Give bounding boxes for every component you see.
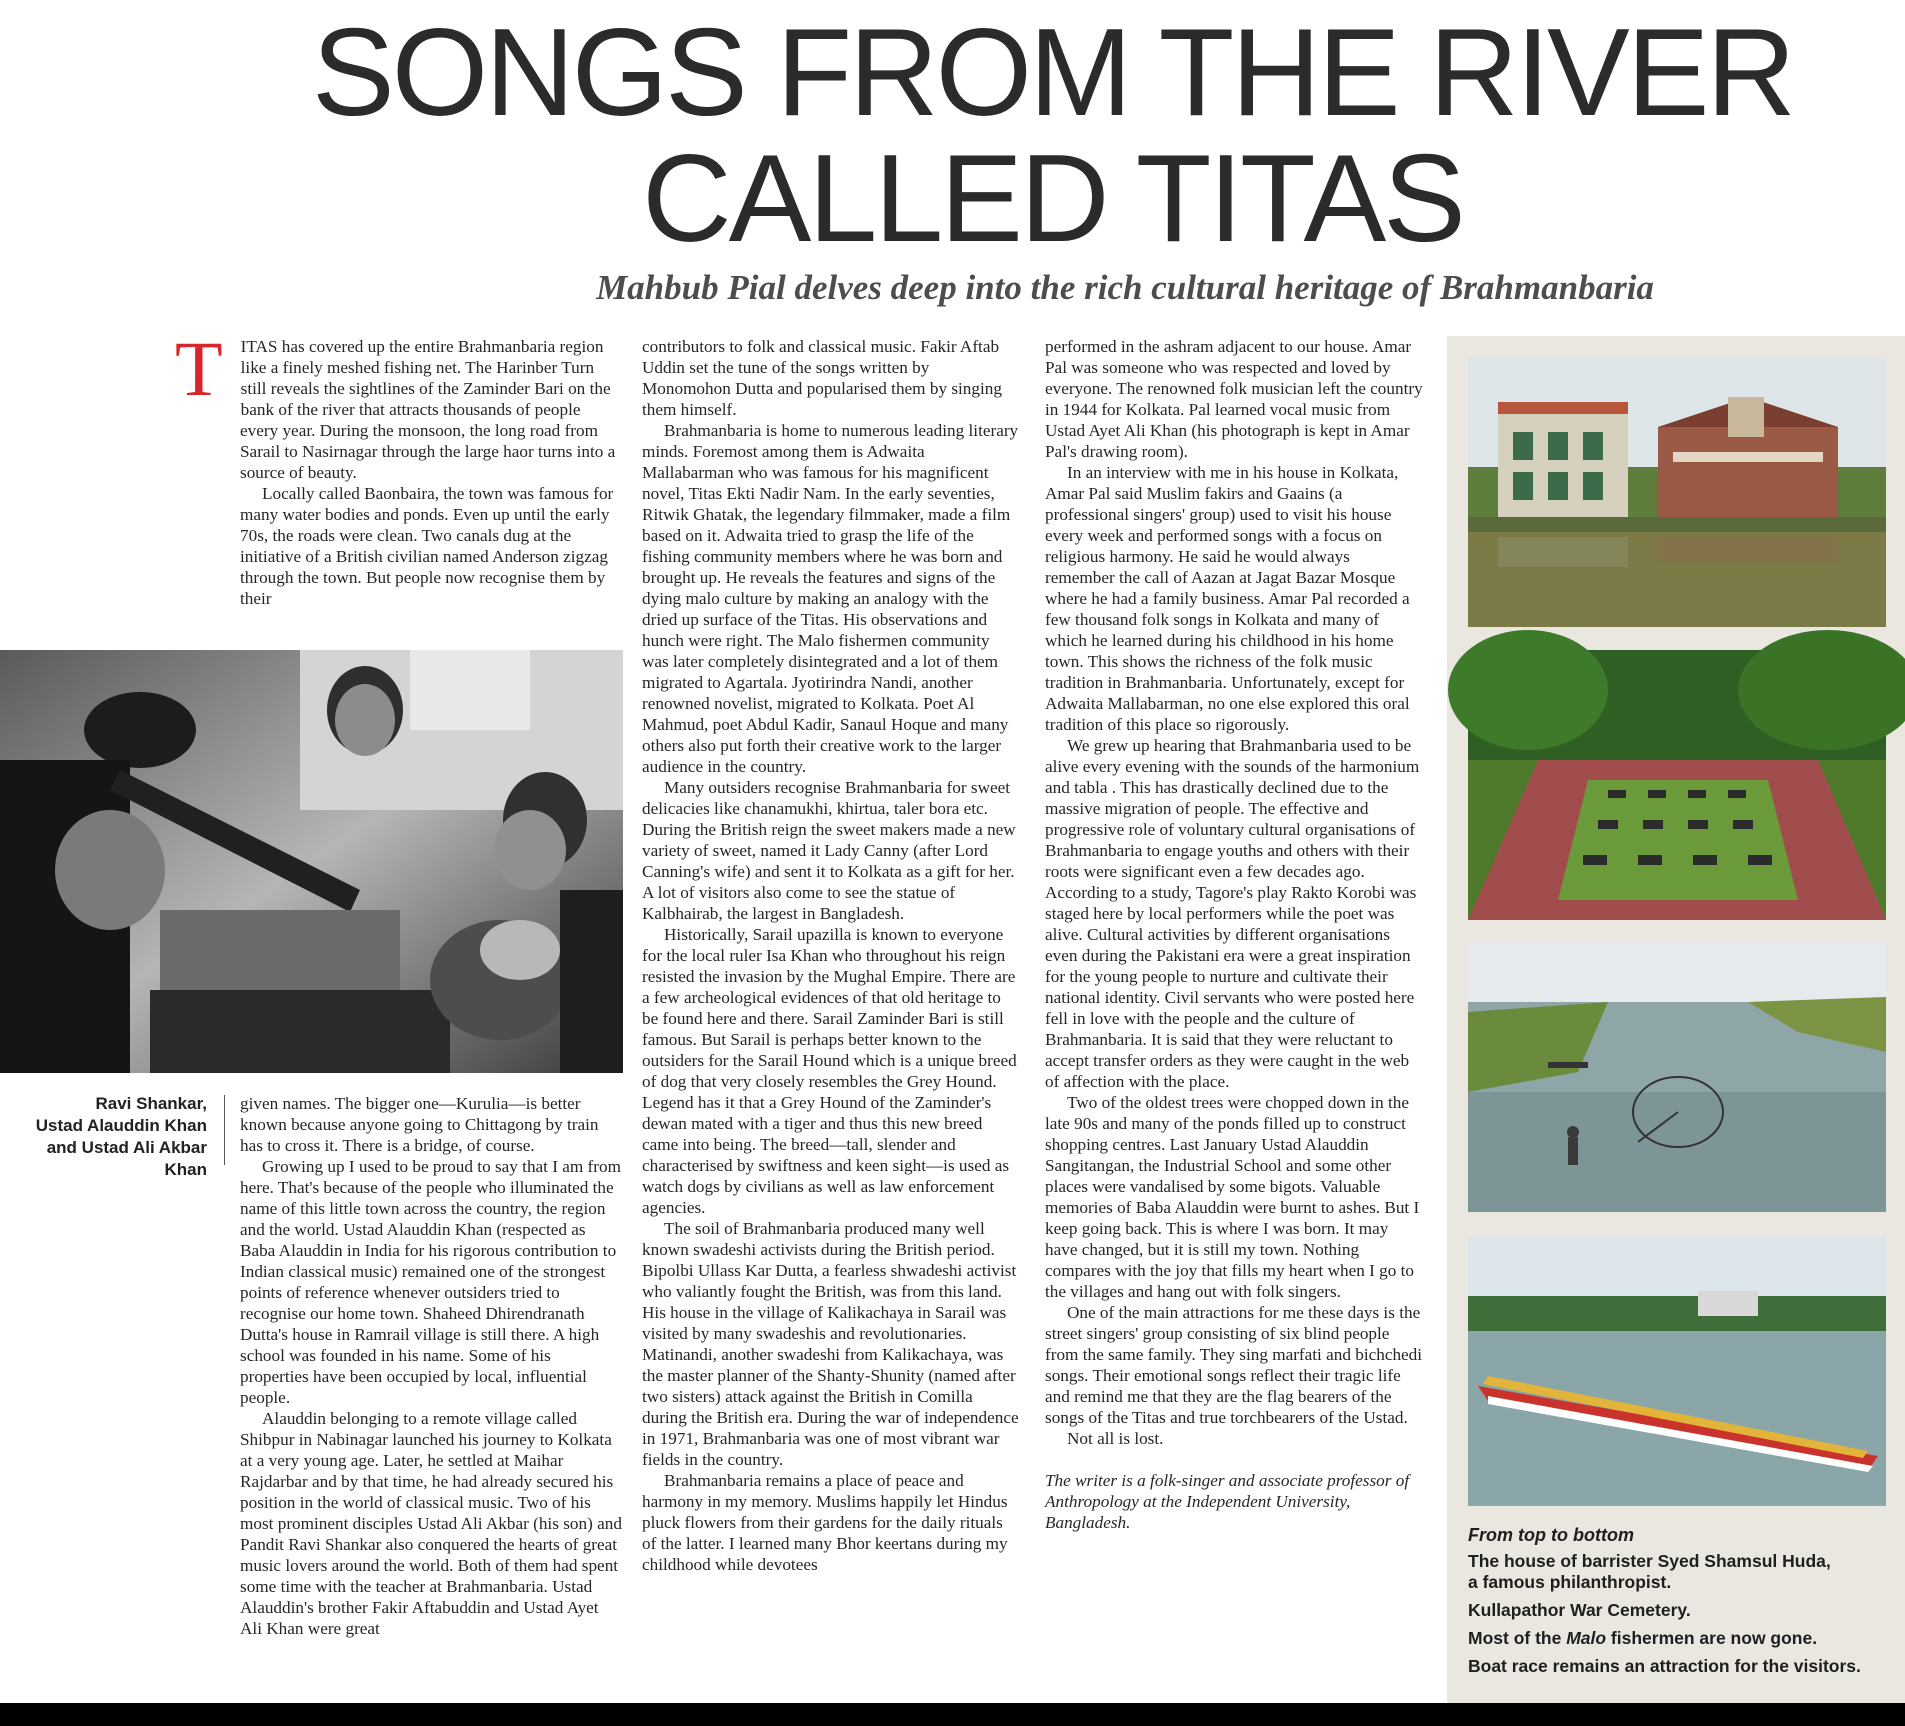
headline-line-1: SONGS FROM THE RIVER bbox=[312, 4, 1793, 142]
paragraph: Not all is lost. bbox=[1067, 1429, 1164, 1448]
sidebar-caption-italic: Malo bbox=[1566, 1628, 1607, 1648]
paragraph: Historically, Sarail upazilla is known to everyone for the local ruler Isa Khan who throughout his reign resisted the invasion by the Mughal Empire. There are a few archeological evidences of that old heritage to be found here and there. Sarail Zaminder Bari is still famous. But Sarail is perhaps better known to the outsiders for the Sarail Hound which is a unique breed of dog that very closely resembles the Grey Hound. Legend has it that a Grey Hound of the Zaminder's dewan mated with a tiger and thus this new breed came into being. The breed—tall, slender and characterised by swiftness and keen sight—is used as watch dogs by civilians as well as law enforcement agencies. bbox=[642, 925, 1017, 1217]
column-3 bbox=[1045, 336, 1423, 1703]
paragraph-text: ITAS has covered up the entire Brahmanbaria region like a finely meshed fishing net. The Harinber Turn still reveals the sightlines of the Zaminder Bari on the bank of the river that attracts thousands of people every year. During the monsoon, the long road from Sarail to Nasirnagar through the large haor turns into a source of beauty. bbox=[240, 337, 616, 482]
deck-subtitle: Mahbub Pial delves deep into the rich cultural heritage of Brahmanbaria bbox=[596, 268, 1654, 307]
photo-sidebar bbox=[1447, 336, 1905, 1703]
paragraph: In an interview with me in his house in Kolkata, Amar Pal said Muslim fakirs and Gaains (a professional singers' group) used to visit his house every week and performed songs with a focus on religious harmony. He said he would always remember the call of Aazan at Jagat Bazar Mosque where he had a family business. Amar Pal recorded a few thousand folk songs in Kolkata and many of which he learned during his childhood in his home town. This shows the richness of the folk music tradition in Brahmanbaria. Unfortunately, except for Adwaita Mallabarman, no one else explored this oral tradition of this place so rigorously. bbox=[1045, 463, 1410, 734]
writer-note: The writer is a folk-singer and associate professor of Anthropology at the Independent University, Bangladesh. bbox=[1045, 1471, 1410, 1532]
paragraph: contributors to folk and classical music. Fakir Aftab Uddin set the tune of the songs written by Monomohon Dutta and popularised them by singing them himself. bbox=[642, 337, 1002, 419]
photo-musicians bbox=[0, 650, 623, 1073]
sidebar-caption-boat-race: Boat race remains an attraction for the visitors. bbox=[1468, 1656, 1861, 1676]
sidebar-captions bbox=[1468, 1523, 1888, 1684]
photo-musicians-image bbox=[0, 650, 623, 1073]
paragraph bbox=[175, 325, 618, 483]
paragraph: performed in the ashram adjacent to our house. Amar Pal was someone who was respected and loved by everyone. The renowned folk musician left the country in 1944 for Kolkata. Pal learned vocal music from Ustad Ayet Ali Khan (his photograph is kept in Amar Pal's drawing room). bbox=[1045, 337, 1423, 461]
paragraph: Alauddin belonging to a remote village called Shibpur in Nabinagar launched his journey to Kolkata at a very young age. Later, he settled at Maihar Rajdarbar and by that time, he had already secured his position in the world of classical music. Two of his most prominent disciples Ustad Ali Akbar (his son) and Pandit Ravi Shankar also conquered the hearts of great music lovers around the world. Both of them had spent some time with the teacher at Brahmanbaria. Ustad Alauddin's brother Fakir Aftabuddin and Ustad Ayet Ali Khan were great bbox=[240, 1409, 622, 1638]
headline-line-2: CALLED TITAS bbox=[642, 130, 1463, 268]
paragraph: Two of the oldest trees were chopped down in the late 90s and many of the ponds filled up to construct shopping centres. Last January Ustad Alauddin Sangitangan, the Industrial School and some other places were vandalised by some bigots. Valuable memories of Baba Alauddin were burnt to ashes. But I keep going back. This is where I was born. It may have changed, but it is still my town. Nothing compares with the joy that fills my heart when I go to the villages and hang out with folk singers. bbox=[1045, 1093, 1420, 1301]
paragraph: Brahmanbaria remains a place of peace and harmony in my memory. Muslims happily let Hindus pluck flowers from their gardens for the daily rituals of the latter. I learned many Bhor keertans during my childhood while devotees bbox=[642, 1471, 1008, 1574]
photo-fishermen bbox=[1468, 942, 1886, 1212]
bottom-black-bar bbox=[0, 1703, 1905, 1726]
sidebar-caption-house bbox=[1468, 1551, 1888, 1593]
caption-divider bbox=[224, 1095, 225, 1165]
column-1-upper bbox=[175, 325, 618, 632]
paragraph: Brahmanbaria is home to numerous leading literary minds. Foremost among them is Adwaita Mallabarman who was famous for his magnificent novel, Titas Ekti Nadir Nam. In the early seventies, Ritwik Ghatak, the legendary filmmaker, made a film based on it. Adwaita tried to grasp the life of the fishing community members where he was born and brought up. He reveals the features and signs of the dying malo culture by making an analogy with the dried up surface of the Titas. His observations and hunch were right. The Malo fishermen community was later completely disintegrated and a lot of them migrated to Agartala. Jyotirindra Nandi, another renowned novelist, migrated to Kolkata. Poet Al Mahmud, poet Abdul Kadir, Sanaul Hoque and many others also put forth their creative work to the larger audience in the country. bbox=[642, 421, 1019, 776]
column-2 bbox=[642, 336, 1020, 1703]
paragraph: One of the main attractions for me these days is the street singers' group consisting of six blind people from the same family. They sing marfati and bichchedi songs. Their emotional songs reflect their tragic life and remind me that they are the flag bearers of the songs of the Titas and true torchbearers of the Ustad. bbox=[1045, 1303, 1423, 1427]
photo-caption-line: Ravi Shankar, bbox=[95, 1094, 207, 1113]
photo-war-cemetery-image bbox=[1468, 650, 1886, 920]
photo-caption-line: Ustad Alauddin Khan bbox=[35, 1116, 207, 1135]
photo-caption bbox=[0, 1093, 207, 1181]
photo-boat-race bbox=[1468, 1236, 1886, 1506]
photo-boat-race-image bbox=[1468, 1236, 1886, 1506]
drop-cap: T bbox=[175, 325, 223, 412]
paragraph: Locally called Baonbaira, the town was famous for many water bodies and ponds. Even up until the early 70s, the roads were clean. Two canals dug at the initiative of a British civilian named Anderson zigzag through the town. But people now recognise them by their bbox=[240, 484, 614, 608]
sidebar-caption-text: fishermen are now gone. bbox=[1606, 1628, 1818, 1648]
sidebar-caption-cemetery: Kullapathor War Cemetery. bbox=[1468, 1600, 1691, 1620]
sidebar-caption-text: Most of the bbox=[1468, 1628, 1567, 1648]
spacer bbox=[1045, 1449, 1423, 1470]
paragraph: Growing up I used to be proud to say that I am from here. That's because of the people who illuminated the name of this little town across the country, the region and the world. Ustad Alauddin Khan (respected as Baba Alauddin in India for his rigorous contribution to Indian classical music) remained one of the strongest points of reference whenever outsiders tried to recognise our home town. Shaheed Dhirendranath Dutta's house in Ramrail village is still there. A high school was founded in his name. Some of his properties have been occupied by local, influential people. bbox=[240, 1157, 621, 1407]
sidebar-caption-text: a famous philanthropist. bbox=[1468, 1572, 1672, 1592]
paragraph: given names. The bigger one—Kurulia—is better known because anyone going to Chittagong by train has to cross it. There is a bridge, of course. bbox=[240, 1094, 599, 1155]
photo-war-cemetery bbox=[1468, 650, 1886, 920]
photo-fishermen-image bbox=[1468, 942, 1886, 1212]
paragraph: Many outsiders recognise Brahmanbaria for sweet delicacies like chanamukhi, khirtua, taler bora etc. During the British reign the sweet makers made a new variety of sweet, named it Lady Canny (after Lord Canning's wife) and sent it to Kolkata as a gift for her. A lot of visitors also come to see the statue of Kalbhairab, the largest in Bangladesh. bbox=[642, 778, 1016, 923]
sidebar-caption-fishermen bbox=[1468, 1628, 1888, 1649]
paragraph: We grew up hearing that Brahmanbaria used to be alive every evening with the sounds of the harmonium and tabla . This has drastically declined due to the massive migration of people. The effective and progressive role of voluntary cultural organisations of Brahmanbaria to engage youths and others with their roots were significant even a few decades ago. According to a study, Tagore's play Rakto Korobi was staged here by local performers while the poet was alive. Cultural activities by different organisations even during the Pakistani era were a great inspiration for the young people to nurture and cultivate their national identity. Civil servants who were posted here fell in love with the people and the culture of Brahmanbaria. It is said that they were reluctant to accept transfer orders as they were caught in the web of affection with the place. bbox=[1045, 736, 1420, 1091]
paragraph: The soil of Brahmanbaria produced many well known swadeshi activists during the British period. Bipolbi Ullass Kar Dutta, a fearless shwadeshi activist who valiantly fought the British, was from this land. His house in the village of Kalikachaya in Sarail was visited by many swadeshis and revolutionaries. Matinandi, another swadeshi from Kalikachaya, was the master planner of the Shanty-Shunity (named after two sisters) attack against the British in Comilla during the British era. During the war of independence in 1971, Brahmanbaria was one of most vibrant war fields in the country. bbox=[642, 1219, 1019, 1469]
sidebar-caption-text: The house of barrister Syed Shamsul Huda, bbox=[1468, 1551, 1831, 1571]
photo-house bbox=[1468, 357, 1886, 627]
headline bbox=[200, 4, 1905, 268]
column-1-lower bbox=[240, 1093, 623, 1703]
sidebar-caption-header: From top to bottom bbox=[1468, 1525, 1634, 1545]
photo-caption-line: and Ustad Ali Akbar Khan bbox=[46, 1138, 207, 1179]
photo-house-image bbox=[1468, 357, 1886, 627]
